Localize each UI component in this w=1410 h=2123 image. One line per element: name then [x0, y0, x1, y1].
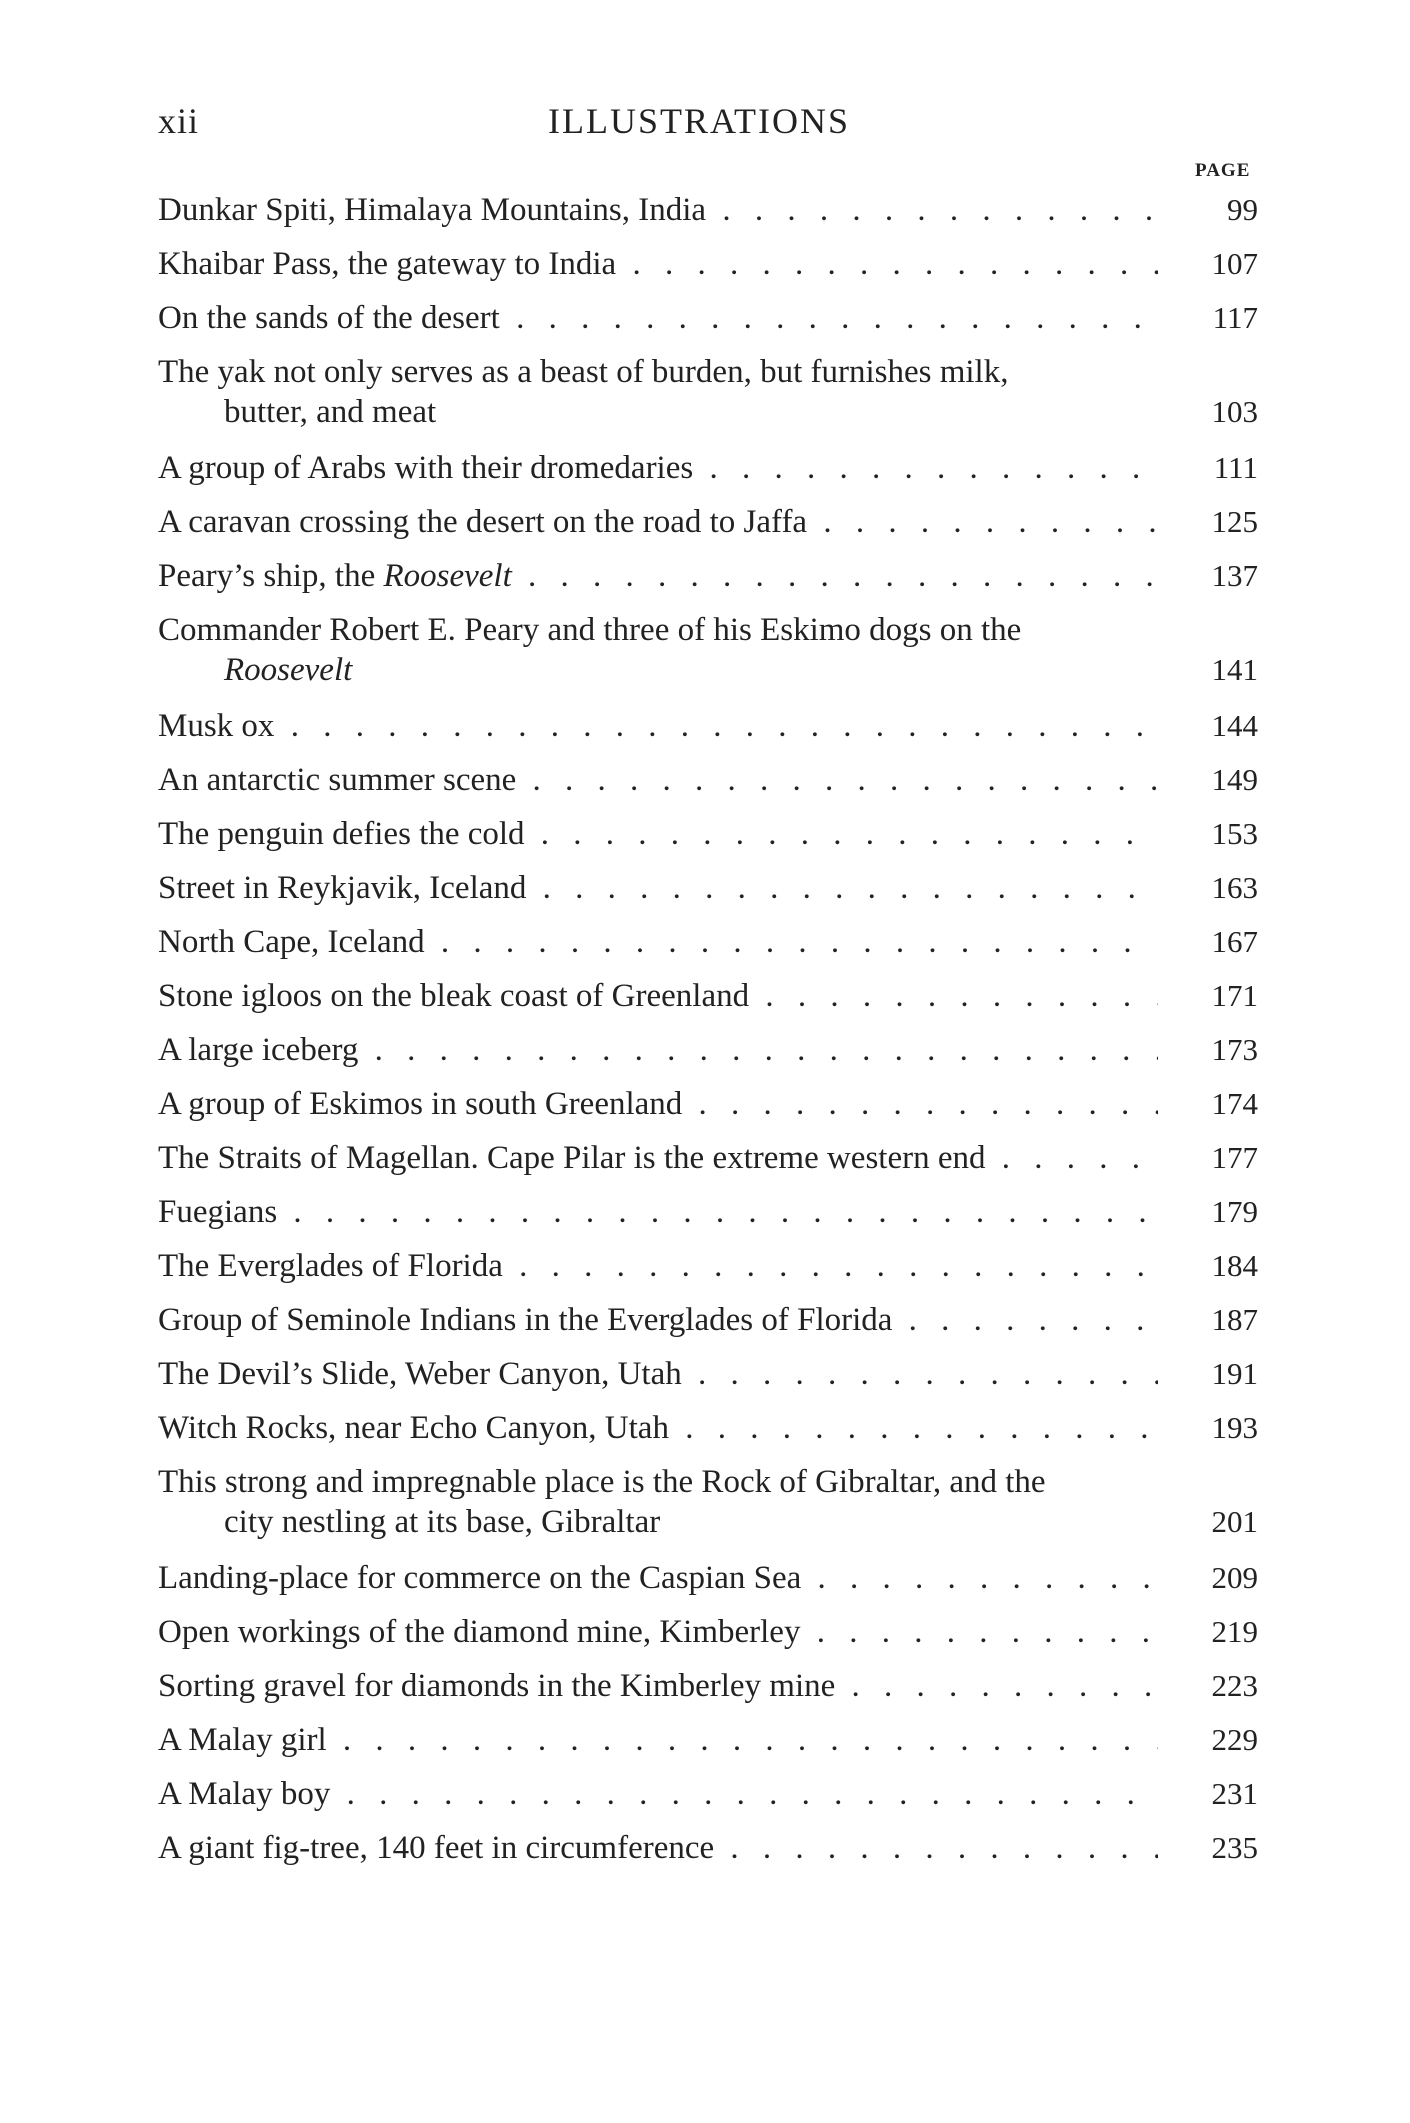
leader-dots: [749, 978, 1158, 1014]
entry-page-number: 107: [1211, 246, 1258, 281]
list-item: [158, 1558, 1258, 1598]
entry-page-number: 179: [1211, 1194, 1258, 1229]
leader-dots: [807, 504, 1158, 540]
entry-page-number: 103: [1211, 394, 1258, 429]
entry-caption: Musk ox: [158, 708, 275, 744]
list-item: [158, 448, 1258, 488]
entry-page-number: 219: [1211, 1614, 1258, 1649]
entry-page-number: 231: [1211, 1776, 1258, 1811]
leader-dots: [526, 870, 1158, 906]
leader-dots: [516, 762, 1158, 798]
leader-dots: [330, 1776, 1158, 1812]
leader-dots: [425, 924, 1158, 960]
leader-dots: [500, 300, 1158, 336]
ship-name: Roosevelt: [383, 558, 512, 594]
entry-caption: Sorting gravel for diamonds in the Kimberley mine: [158, 1668, 836, 1704]
entry-caption: The Everglades of Florida: [158, 1248, 503, 1284]
leader-dots: [706, 192, 1158, 228]
list-item: [158, 1192, 1258, 1232]
leader-dots: [358, 1032, 1158, 1068]
entry-caption-line2: butter, and meat: [224, 394, 437, 430]
entry-caption: The Straits of Magellan. Cape Pilar is the extreme western end: [158, 1140, 986, 1176]
entry-caption-line1: This strong and impregnable place is the Rock of Gibraltar, and the: [158, 1464, 1046, 1500]
list-item: [158, 1828, 1258, 1868]
leader-dots: [714, 1830, 1158, 1866]
entry-caption: On the sands of the desert: [158, 300, 500, 336]
page-column-label: PAGE: [1195, 160, 1251, 181]
list-item: [158, 556, 1258, 596]
list-item: [158, 706, 1258, 746]
entry-caption: Street in Reykjavik, Iceland: [158, 870, 527, 906]
leader-dots: [801, 1560, 1158, 1596]
entry-page-number: 187: [1211, 1302, 1258, 1337]
leader-dots: [327, 1722, 1158, 1758]
entry-page-number: 191: [1211, 1356, 1258, 1391]
leader-dots: [616, 246, 1158, 282]
entry-caption: Landing-place for commerce on the Caspian Sea: [158, 1560, 802, 1596]
entry-page-number: 201: [1211, 1504, 1258, 1539]
entry-page-number: 193: [1211, 1410, 1258, 1445]
entry-caption-line2: city nestling at its base, Gibraltar: [224, 1504, 661, 1540]
entry-caption: A large iceberg: [158, 1032, 359, 1068]
entry-caption: Stone igloos on the bleak coast of Greenland: [158, 978, 750, 1014]
leader-dots: [274, 708, 1158, 744]
entry-caption: The penguin defies the cold: [158, 816, 525, 852]
folio-number: xii: [158, 101, 200, 141]
list-item: [158, 1666, 1258, 1706]
entry-page-number: 167: [1211, 924, 1258, 959]
entry-page-number: 125: [1211, 504, 1258, 539]
entry-caption: Witch Rocks, near Echo Canyon, Utah: [158, 1410, 669, 1446]
list-item: [158, 1084, 1258, 1124]
entry-page-number: 235: [1211, 1830, 1258, 1865]
leader-dots: [986, 1140, 1159, 1176]
entry-caption: Khaibar Pass, the gateway to India: [158, 246, 617, 282]
entry-page-number: 117: [1212, 300, 1258, 335]
list-item: [158, 1462, 1258, 1542]
entry-page-number: 141: [1211, 652, 1258, 687]
leader-dots: [512, 558, 1158, 594]
entry-page-number: 144: [1211, 708, 1258, 743]
entry-caption: A Malay boy: [158, 1776, 331, 1812]
list-item: [158, 1612, 1258, 1652]
list-item: [158, 610, 1258, 690]
list-item: [158, 1354, 1258, 1394]
leader-dots: [800, 1614, 1158, 1650]
entry-page-number: 184: [1211, 1248, 1258, 1283]
leader-dots: [503, 1248, 1158, 1284]
list-item: [158, 1030, 1258, 1070]
illustrations-list: [158, 190, 1258, 1882]
entry-page-number: 149: [1211, 762, 1258, 797]
list-item: [158, 814, 1258, 854]
leader-dots: [525, 816, 1158, 852]
entry-caption: Group of Seminole Indians in the Everglades of Florida: [158, 1302, 893, 1338]
list-item: [158, 1774, 1258, 1814]
entry-page-number: 153: [1211, 816, 1258, 851]
entry-caption-line1: The yak not only serves as a beast of burden, but furnishes milk,: [158, 354, 1009, 390]
entry-caption: A caravan crossing the desert on the road to Jaffa: [158, 504, 808, 540]
list-item: [158, 1138, 1258, 1178]
entry-page-number: 174: [1211, 1086, 1258, 1121]
entry-caption: A group of Eskimos in south Greenland: [158, 1086, 683, 1122]
entry-caption: Dunkar Spiti, Himalaya Mountains, India: [158, 192, 707, 228]
leader-dots: [835, 1668, 1158, 1704]
list-item: [158, 1246, 1258, 1286]
entry-page-number: 177: [1211, 1140, 1258, 1175]
leader-dots: [669, 1410, 1158, 1446]
entry-caption: Open workings of the diamond mine, Kimberley: [158, 1614, 801, 1650]
ship-name: Roosevelt: [224, 652, 353, 688]
entry-page-number: 209: [1211, 1560, 1258, 1595]
entry-caption: Peary’s ship, the: [158, 558, 384, 594]
entry-page-number: 163: [1211, 870, 1258, 905]
leader-dots: [892, 1302, 1158, 1338]
entry-page-number: 137: [1211, 558, 1258, 593]
list-item: [158, 760, 1258, 800]
list-item: [158, 298, 1258, 338]
entry-caption: A group of Arabs with their dromedaries: [158, 450, 694, 486]
list-item: [158, 1408, 1258, 1448]
entry-page-number: 111: [1213, 450, 1258, 485]
list-item: [158, 922, 1258, 962]
entry-page-number: 173: [1211, 1032, 1258, 1067]
entry-caption: A Malay girl: [158, 1722, 327, 1758]
list-item: [158, 976, 1258, 1016]
entry-page-number: 99: [1227, 192, 1258, 227]
entry-page-number: 171: [1211, 978, 1258, 1013]
leader-dots: [682, 1086, 1158, 1122]
leader-dots: [277, 1194, 1158, 1230]
leader-dots: [693, 450, 1158, 486]
entry-page-number: 223: [1211, 1668, 1258, 1703]
list-item: [158, 352, 1258, 432]
page-title: ILLUSTRATIONS: [548, 101, 850, 141]
leader-dots: [682, 1356, 1158, 1392]
entry-caption: Fuegians: [158, 1194, 278, 1230]
entry-caption-line1: Commander Robert E. Peary and three of his Eskimo dogs on the: [158, 612, 1022, 648]
list-item: [158, 502, 1258, 542]
entry-page-number: 229: [1211, 1722, 1258, 1757]
entry-caption: North Cape, Iceland: [158, 924, 425, 960]
list-item: [158, 1300, 1258, 1340]
list-item: [158, 190, 1258, 230]
entry-caption: An antarctic summer scene: [158, 762, 517, 798]
list-item: [158, 1720, 1258, 1760]
list-item: [158, 244, 1258, 284]
entry-caption: A giant fig-tree, 140 feet in circumference: [158, 1830, 715, 1866]
list-item: [158, 868, 1258, 908]
entry-caption: The Devil’s Slide, Weber Canyon, Utah: [158, 1356, 682, 1392]
